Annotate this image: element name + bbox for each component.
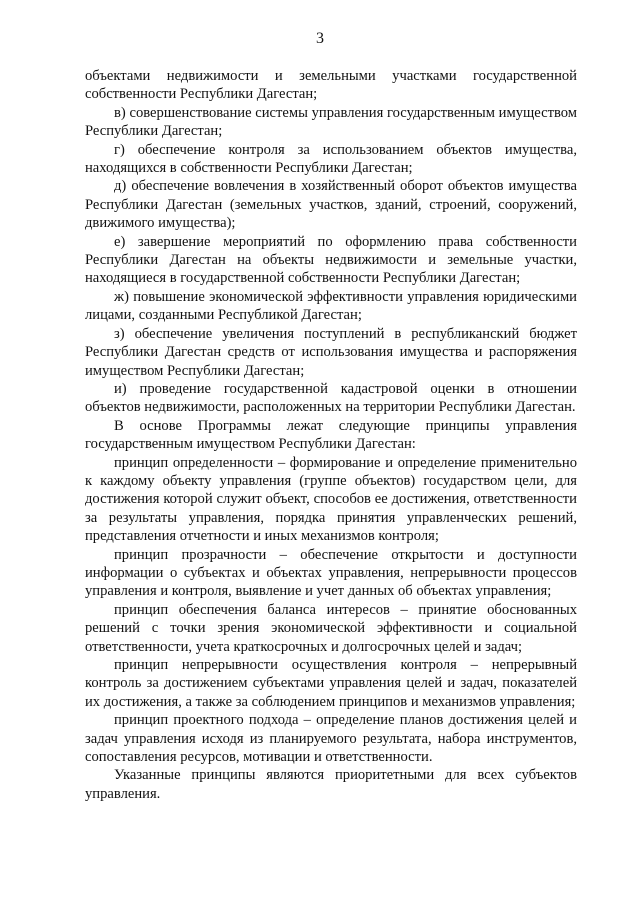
principle-certainty: принцип определенности – формирование и определение применительно к каждому объекту управления (группе объектов) государством цели, для достижения которой служит объект, способов ее достижения, ответственности за результаты управления, порядка принятия управленческих решений, представления отчетности и иных механизмов контроля; [85,454,577,545]
principle-balance: принцип обеспечения баланса интересов – принятие обоснованных решений с точки зрения экономической эффективности и социальной ответственности, учета краткосрочных и долгосрочных целей и задач; [85,601,577,655]
principle-project: принцип проектного подхода – определение планов достижения целей и задач управления исходя из планируемого результата, набора инструментов, сопоставления ресурсов, мотивации и ответственности. [85,712,577,766]
list-item-v: в) совершенствование системы управления государственным имуществом Республики Дагестан; [85,104,577,140]
list-item-d: д) обеспечение вовлечения в хозяйственный оборот объектов имущества Республики Дагестан (земельных участков, зданий, строений, сооружений, движимого имущества); [85,178,577,232]
principle-continuity: принцип непрерывности осуществления контроля – непрерывный контроль за достижением субъектами управления целей и задач, показателей их достижения, а также за соблюдением принципов и механизмов управления; [85,657,577,710]
principles-intro: В основе Программы лежат следующие принципы управления государственным имуществом Республики Дагестан: [85,417,577,453]
document-body [85,67,577,803]
principle-transparency: принцип прозрачности – обеспечение открытости и доступности информации о субъектах и объектах управления, непрерывности процессов управления и контроля, выявление и учет данных об объектах управления; [85,546,577,600]
page-number: 3 [316,30,324,47]
list-item-z: з) обеспечение увеличения поступлений в республиканский бюджет Республики Дагестан средств от использования имущества и распоряжения имуществом Республики Дагестан; [85,325,577,379]
list-item-zh: ж) повышение экономической эффективности управления юридическими лицами, созданными Республикой Дагестан; [85,288,577,324]
closing-paragraph: Указанные принципы являются приоритетными для всех субъектов управления. [85,767,577,802]
paragraph-continuation: объектами недвижимости и земельными участками государственной собственности Республики Дагестан; [85,68,577,103]
list-item-i: и) проведение государственной кадастровой оценки в отношении объектов недвижимости, расположенных на территории Республики Дагестан. [85,380,577,416]
list-item-e: е) завершение мероприятий по оформлению права собственности Республики Дагестан на объекты недвижимости и земельные участки, находящиеся в государственной собственности Республики Дагестан; [85,233,577,287]
list-item-g: г) обеспечение контроля за использованием объектов имущества, находящихся в собственности Республики Дагестан; [85,141,577,177]
